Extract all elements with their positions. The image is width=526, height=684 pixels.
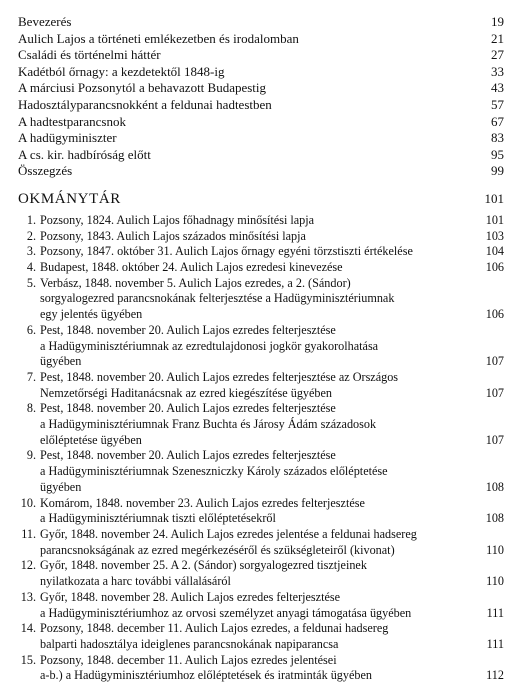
archive-item-title bbox=[40, 527, 474, 558]
toc-entry bbox=[18, 130, 504, 147]
toc-entry-title: A hadügyminiszter bbox=[18, 130, 117, 146]
archive-item-title bbox=[40, 558, 474, 589]
archive-item-page: 112 bbox=[486, 668, 504, 683]
toc-entry-title: Aulich Lajos a történeti emlékezetben és irodalomban bbox=[18, 30, 299, 46]
archive-item-number: 1. bbox=[26, 212, 36, 227]
archive-item bbox=[18, 496, 504, 527]
archive-item-title bbox=[40, 370, 474, 401]
archive-item-line: Győr, 1848. november 24. Aulich Lajos ezredes jelentése a feldunai hadsereg bbox=[40, 527, 417, 541]
archive-item-title bbox=[40, 653, 474, 684]
archive-item-number: 10. bbox=[20, 495, 36, 510]
archive-item-line: ügyében bbox=[40, 354, 82, 369]
archive-item-title bbox=[40, 260, 474, 276]
archive-item-number: 7. bbox=[26, 369, 36, 384]
toc-entry-title: Hadosztályparancsnokként a feldunai hadtestben bbox=[18, 96, 272, 112]
archive-item-line: Pozsony, 1843. Aulich Lajos százados minősítési lapja bbox=[40, 228, 306, 243]
archive-item-line: Pozsony, 1848. december 11. Aulich Lajos ezredes jelentései bbox=[40, 652, 337, 667]
archive-item-number: 11. bbox=[21, 527, 36, 541]
toc-entry-title: Kadétból őrnagy: a kezdetektől 1848-ig bbox=[18, 63, 225, 79]
archive-item-line: egy jelentés ügyében bbox=[40, 307, 143, 322]
archive-title: OKMÁNYTÁR bbox=[18, 190, 121, 207]
archive-item-number: 3. bbox=[26, 244, 36, 259]
table-of-contents bbox=[18, 14, 504, 684]
toc-entry-page: 67 bbox=[491, 113, 504, 129]
archive-item-title bbox=[40, 244, 474, 260]
archive-item-page: 106 bbox=[485, 307, 504, 322]
toc-entry-page: 33 bbox=[491, 63, 504, 79]
archive-item-line: a Hadügyminisztériumhoz az orvosi személyzet anyagi támogatása ügyében bbox=[40, 605, 412, 620]
toc-entry-page: 43 bbox=[491, 80, 504, 96]
archive-item-page: 104 bbox=[485, 244, 504, 259]
toc-entry-page: 19 bbox=[491, 14, 504, 29]
toc-entry bbox=[18, 64, 504, 81]
archive-item-number: 8. bbox=[26, 401, 36, 416]
archive-item-page: 107 bbox=[485, 432, 504, 447]
archive-item-line: előléptetése ügyében bbox=[40, 432, 142, 447]
toc-entry-page: 21 bbox=[491, 30, 504, 46]
archive-item bbox=[18, 213, 504, 229]
archive-item-page: 107 bbox=[485, 354, 504, 369]
toc-entry-title: A hadtestparancsnok bbox=[18, 113, 126, 129]
toc-entry-page: 57 bbox=[491, 96, 504, 112]
archive-item-page: 101 bbox=[485, 212, 504, 227]
archive-item bbox=[18, 244, 504, 260]
toc-entry-title: Bevezerés bbox=[18, 14, 72, 29]
toc-entry-title: A cs. kir. hadbíróság előtt bbox=[18, 146, 151, 162]
archive-item bbox=[18, 401, 504, 448]
toc-entry-page: 99 bbox=[491, 163, 504, 179]
archive-item-line: Komárom, 1848. november 23. Aulich Lajos ezredes felterjesztése bbox=[40, 495, 365, 510]
archive-item-page: 108 bbox=[485, 479, 504, 494]
toc-entry bbox=[18, 80, 504, 97]
archive-item-number: 2. bbox=[26, 228, 36, 243]
toc-entry bbox=[18, 14, 504, 31]
archive-item-line: parancsnokságának az ezred megérkezéséről és szükségleteiről (kivonat) bbox=[40, 542, 395, 557]
toc-main-list bbox=[18, 14, 504, 180]
archive-item bbox=[18, 260, 504, 276]
archive-item-number: 4. bbox=[26, 260, 36, 275]
archive-item-title bbox=[40, 401, 474, 448]
toc-entry bbox=[18, 163, 504, 180]
archive-item-line: Verbász, 1848. november 5. Aulich Lajos ezredes, a 2. (Sándor) bbox=[40, 275, 351, 290]
archive-item-line: Budapest, 1848. október 24. Aulich Lajos ezredesi kinevezése bbox=[40, 260, 343, 275]
archive-item bbox=[18, 276, 504, 323]
archive-item-number: 9. bbox=[26, 448, 36, 463]
archive-item-line: Pozsony, 1847. október 31. Aulich Lajos őrnagy egyéni törzstiszti értékelése bbox=[40, 244, 413, 259]
archive-item-line: a Hadügyminisztériumnak Franz Buchta és Járosy Ádám századosok bbox=[40, 417, 377, 432]
archive-item-title bbox=[40, 621, 474, 652]
archive-item bbox=[18, 229, 504, 245]
archive-item-number: 12. bbox=[20, 558, 36, 573]
archive-item-number: 14. bbox=[20, 621, 36, 636]
archive-item-title bbox=[40, 213, 474, 229]
archive-item-line: Pozsony, 1848. december 11. Aulich Lajos ezredes, a feldunai hadsereg bbox=[40, 621, 389, 636]
toc-entry-title: Családi és történelmi háttér bbox=[18, 47, 161, 63]
toc-entry bbox=[18, 97, 504, 114]
archive-item-line: a Hadügyminisztériumnak Szeneszniczky Károly százados előléptetése bbox=[40, 464, 388, 479]
archive-item-line: Pest, 1848. november 20. Aulich Lajos ezredes felterjesztése bbox=[40, 448, 336, 463]
archive-item-line: sorgyalogezred parancsnokának felterjesztése a Hadügyminisztériumnak bbox=[40, 291, 395, 306]
toc-entry bbox=[18, 47, 504, 64]
toc-entry-title: A márciusi Pozsonytól a behavazott Budapestig bbox=[18, 80, 267, 96]
archive-item-number: 13. bbox=[20, 589, 36, 604]
archive-item-line: a Hadügyminisztériumnak tiszti előléptetésekről bbox=[40, 511, 276, 526]
archive-item-line: Győr, 1848. november 25. A 2. (Sándor) sorgyalogezred tisztjeinek bbox=[40, 558, 367, 573]
archive-item bbox=[18, 323, 504, 370]
archive-item bbox=[18, 590, 504, 621]
archive-item-line: Pest, 1848. november 20. Aulich Lajos ezredes felterjesztése bbox=[40, 322, 336, 337]
toc-entry bbox=[18, 147, 504, 164]
archive-item-page: 107 bbox=[485, 385, 504, 400]
toc-entry-page: 83 bbox=[491, 130, 504, 146]
archive-page: 101 bbox=[484, 190, 504, 206]
toc-entry bbox=[18, 114, 504, 131]
archive-item-title bbox=[40, 323, 474, 370]
archive-item-line: a-b.) a Hadügyminisztériumhoz előléptetések és iratminták ügyében bbox=[40, 668, 372, 683]
archive-item-page: 110 bbox=[486, 542, 504, 557]
archive-item-title bbox=[40, 276, 474, 323]
archive-item-title bbox=[40, 229, 474, 245]
archive-item bbox=[18, 527, 504, 558]
archive-item bbox=[18, 448, 504, 495]
archive-item-title bbox=[40, 496, 474, 527]
archive-item bbox=[18, 370, 504, 401]
toc-entry-page: 95 bbox=[491, 146, 504, 162]
archive-item-page: 106 bbox=[485, 260, 504, 275]
archive-item-title bbox=[40, 448, 474, 495]
archive-item-line: a Hadügyminisztériumnak az ezredtulajdonosi jogkör gyakorolhatása bbox=[40, 338, 379, 353]
archive-item-title bbox=[40, 590, 474, 621]
archive-item-page: 110 bbox=[486, 574, 504, 589]
archive-item-page: 111 bbox=[486, 636, 504, 651]
archive-heading bbox=[18, 191, 504, 208]
archive-item-line: Nemzetőrségi Haditanácsnak az ezred kiegészítése ügyében bbox=[40, 385, 333, 400]
archive-item-number: 5. bbox=[26, 275, 36, 290]
archive-item bbox=[18, 621, 504, 652]
archive-item-line: Pest, 1848. november 20. Aulich Lajos ezredes felterjesztése bbox=[40, 401, 336, 416]
toc-entry bbox=[18, 31, 504, 48]
archive-item bbox=[18, 653, 504, 684]
toc-entry-page: 27 bbox=[491, 47, 504, 63]
archive-item-line: balparti hadosztálya ideiglenes parancsnokának napiparancsa bbox=[40, 636, 339, 651]
archive-list bbox=[18, 213, 504, 684]
archive-item-page: 111 bbox=[486, 605, 504, 620]
toc-entry-title: Összegzés bbox=[18, 163, 73, 179]
archive-item-line: Pest, 1848. november 20. Aulich Lajos ezredes felterjesztése az Országos bbox=[40, 369, 399, 384]
archive-item-line: nyilatkozata a harc további vállalásáról bbox=[40, 574, 231, 589]
archive-item-line: Pozsony, 1824. Aulich Lajos főhadnagy minősítési lapja bbox=[40, 212, 315, 227]
archive-item-line: ügyében bbox=[40, 479, 82, 494]
archive-item-page: 103 bbox=[485, 228, 504, 243]
archive-item-line: Győr, 1848. november 28. Aulich Lajos ezredes felterjesztése bbox=[40, 589, 341, 604]
archive-item bbox=[18, 558, 504, 589]
archive-item-number: 15. bbox=[20, 652, 36, 667]
archive-item-page: 108 bbox=[485, 511, 504, 526]
archive-item-number: 6. bbox=[26, 322, 36, 337]
